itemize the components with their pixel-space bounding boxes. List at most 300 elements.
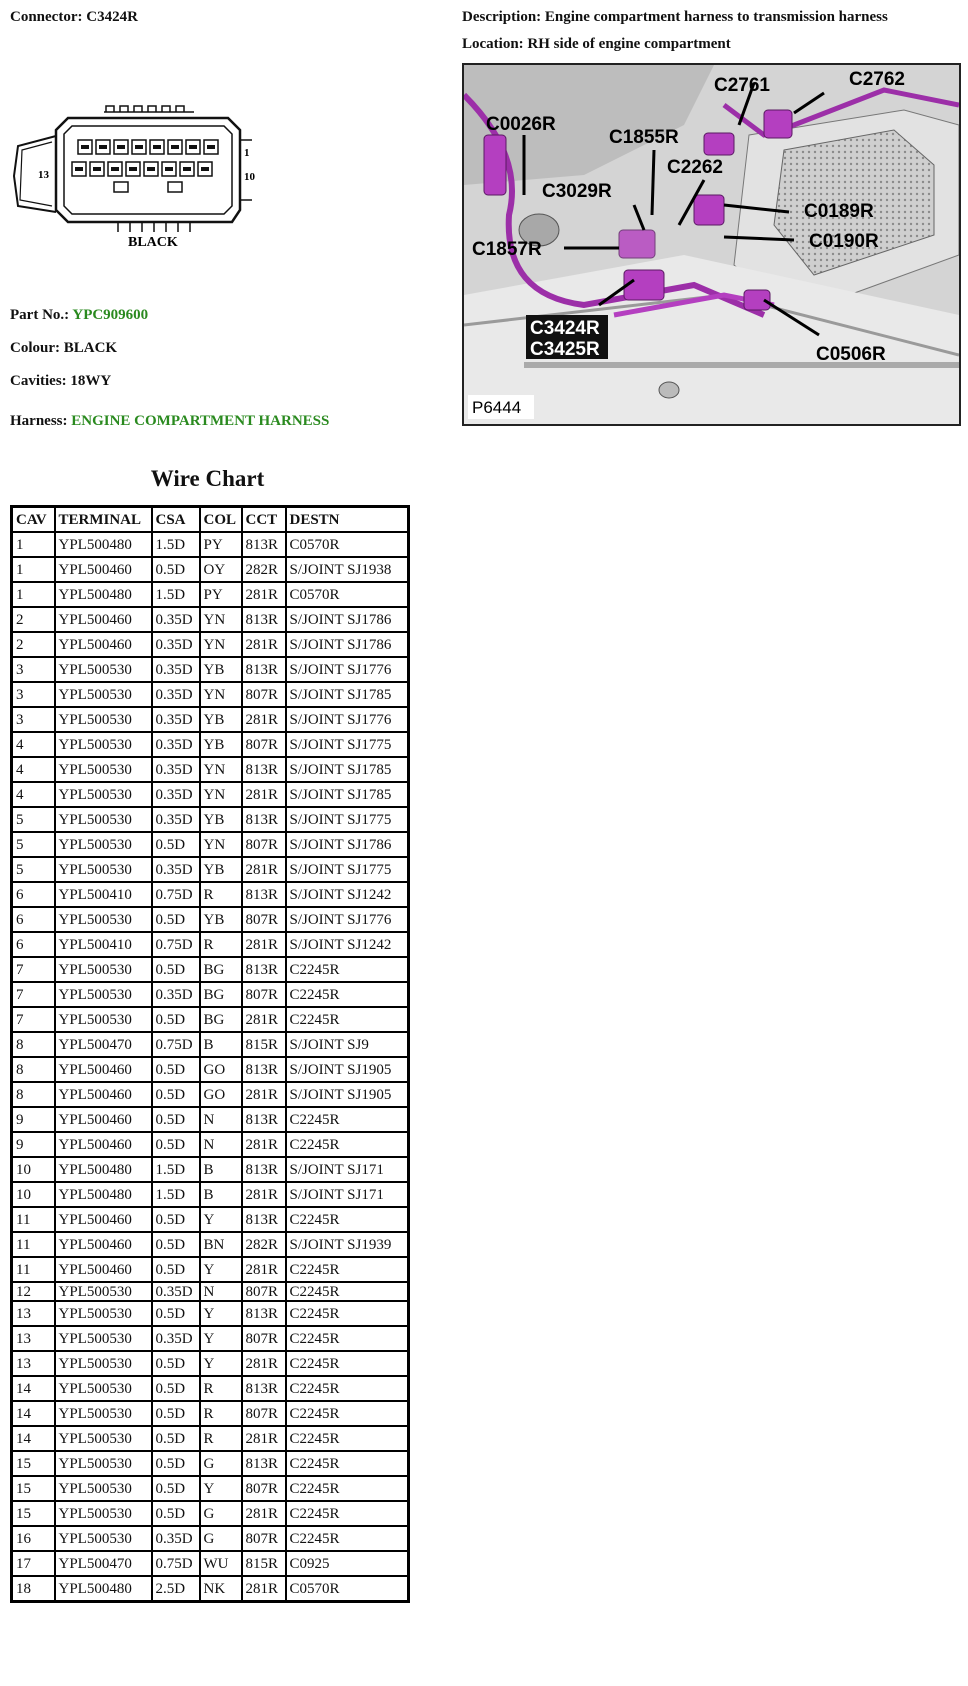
cell-col: GO [200, 1057, 242, 1082]
cell-destn: S/JOINT SJ1939 [286, 1232, 409, 1257]
location-label: Location: [462, 36, 524, 52]
cell-terminal: YPL500410 [55, 882, 152, 907]
cell-destn: C2245R [286, 1351, 409, 1376]
cell-csa: 0.75D [152, 932, 200, 957]
cell-destn: C2245R [286, 1401, 409, 1426]
cell-terminal: YPL500530 [55, 757, 152, 782]
table-row [12, 1551, 409, 1576]
cell-terminal: YPL500530 [55, 682, 152, 707]
description-value: Engine compartment harness to transmission harness [544, 9, 888, 25]
cell-destn: C2245R [286, 1426, 409, 1451]
cell-csa: 0.5D [152, 1107, 200, 1132]
table-row [12, 957, 409, 982]
diagram-color-label: BLACK [128, 235, 178, 250]
cell-terminal: YPL500460 [55, 557, 152, 582]
cell-terminal: YPL500480 [55, 1157, 152, 1182]
cell-destn: C2245R [286, 1451, 409, 1476]
cell-col: B [200, 1182, 242, 1207]
cell-cav: 13 [12, 1301, 55, 1326]
cell-destn: S/JOINT SJ1242 [286, 932, 409, 957]
cell-cct: 807R [242, 832, 286, 857]
location-line [462, 36, 731, 53]
cell-col: YN [200, 632, 242, 657]
cell-destn: C2245R [286, 1207, 409, 1232]
cell-cct: 813R [242, 1057, 286, 1082]
header-cav: CAV [12, 507, 55, 533]
table-row [12, 982, 409, 1007]
cell-terminal: YPL500530 [55, 1476, 152, 1501]
callout-c2761: C2761 [714, 75, 770, 96]
colour-line [10, 340, 117, 357]
cell-cct: 281R [242, 782, 286, 807]
table-row [12, 1007, 409, 1032]
cell-col: R [200, 1401, 242, 1426]
table-row [12, 657, 409, 682]
cell-destn: C2245R [286, 1501, 409, 1526]
cell-cct: 813R [242, 1157, 286, 1182]
cell-terminal: YPL500530 [55, 1526, 152, 1551]
table-row [12, 1501, 409, 1526]
harness-line [10, 413, 329, 430]
cell-cav: 14 [12, 1401, 55, 1426]
table-row [12, 1282, 409, 1301]
cell-col: PY [200, 532, 242, 557]
cell-col: YN [200, 682, 242, 707]
table-row [12, 1132, 409, 1157]
cell-cav: 9 [12, 1107, 55, 1132]
cell-cct: 281R [242, 857, 286, 882]
cell-terminal: YPL500480 [55, 1182, 152, 1207]
cell-col: PY [200, 582, 242, 607]
table-row [12, 1082, 409, 1107]
cell-terminal: YPL500530 [55, 657, 152, 682]
cell-destn: S/JOINT SJ171 [286, 1157, 409, 1182]
cell-cct: 281R [242, 1576, 286, 1602]
connector-label: Connector: [10, 9, 83, 25]
table-row [12, 1157, 409, 1182]
cell-cct: 282R [242, 557, 286, 582]
cell-destn: C2245R [286, 1107, 409, 1132]
cell-terminal: YPL500480 [55, 1576, 152, 1602]
cell-destn: C2245R [286, 1007, 409, 1032]
cell-csa: 0.35D [152, 1282, 200, 1301]
table-row [12, 632, 409, 657]
wire-chart-body [12, 532, 409, 1602]
cell-col: Y [200, 1476, 242, 1501]
description-line [462, 9, 888, 26]
cell-cct: 813R [242, 757, 286, 782]
cell-col: G [200, 1451, 242, 1476]
cell-col: R [200, 882, 242, 907]
cell-destn: S/JOINT SJ171 [286, 1182, 409, 1207]
cell-terminal: YPL500460 [55, 607, 152, 632]
cell-col: N [200, 1107, 242, 1132]
cell-destn: C0570R [286, 1576, 409, 1602]
cell-terminal: YPL500530 [55, 1426, 152, 1451]
cell-cav: 1 [12, 582, 55, 607]
cell-cav: 3 [12, 682, 55, 707]
cell-cct: 813R [242, 1376, 286, 1401]
callout-c3029r: C3029R [542, 181, 612, 202]
cell-col: YB [200, 657, 242, 682]
cell-terminal: YPL500480 [55, 582, 152, 607]
table-row [12, 1351, 409, 1376]
cell-cav: 8 [12, 1057, 55, 1082]
cell-terminal: YPL500530 [55, 982, 152, 1007]
cell-cav: 3 [12, 707, 55, 732]
cell-terminal: YPL500530 [55, 1301, 152, 1326]
cell-terminal: YPL500530 [55, 907, 152, 932]
cell-destn: C2245R [286, 982, 409, 1007]
cell-cav: 8 [12, 1082, 55, 1107]
cell-col: YB [200, 707, 242, 732]
photo-ref: P6444 [472, 398, 522, 417]
cell-terminal: YPL500530 [55, 732, 152, 757]
table-row [12, 807, 409, 832]
cell-col: YB [200, 907, 242, 932]
callout-c0026r: C0026R [486, 114, 556, 135]
cell-terminal: YPL500530 [55, 1451, 152, 1476]
cell-cct: 813R [242, 882, 286, 907]
cell-cct: 282R [242, 1232, 286, 1257]
table-row [12, 1476, 409, 1501]
callout-c3425r: C3425R [530, 339, 600, 360]
cell-col: YN [200, 607, 242, 632]
cell-csa: 0.5D [152, 1501, 200, 1526]
cavities-label: Cavities: [10, 373, 67, 389]
cell-terminal: YPL500470 [55, 1032, 152, 1057]
cell-col: B [200, 1157, 242, 1182]
cell-csa: 0.5D [152, 1082, 200, 1107]
cell-cav: 13 [12, 1351, 55, 1376]
cell-col: BG [200, 957, 242, 982]
cell-cav: 4 [12, 732, 55, 757]
cell-csa: 1.5D [152, 1182, 200, 1207]
pin-number-right-top: 1 [244, 147, 250, 159]
table-row [12, 1207, 409, 1232]
cell-csa: 0.5D [152, 1257, 200, 1282]
cell-csa: 0.35D [152, 657, 200, 682]
cell-terminal: YPL500530 [55, 1376, 152, 1401]
cell-terminal: YPL500530 [55, 857, 152, 882]
table-row [12, 1376, 409, 1401]
cell-col: Y [200, 1326, 242, 1351]
cell-csa: 0.5D [152, 1132, 200, 1157]
cell-destn: S/JOINT SJ1776 [286, 907, 409, 932]
callout-c2262: C2262 [667, 157, 723, 178]
header-terminal: TERMINAL [55, 507, 152, 533]
cell-csa: 0.5D [152, 1301, 200, 1326]
wire-chart-table [10, 505, 410, 1603]
cell-csa: 0.5D [152, 907, 200, 932]
wire-chart-title: Wire Chart [150, 466, 265, 491]
cell-cav: 8 [12, 1032, 55, 1057]
cell-cav: 15 [12, 1476, 55, 1501]
table-row [12, 557, 409, 582]
cell-csa: 0.35D [152, 757, 200, 782]
cell-destn: C2245R [286, 1301, 409, 1326]
table-row [12, 832, 409, 857]
cell-cav: 4 [12, 782, 55, 807]
cell-destn: S/JOINT SJ1786 [286, 607, 409, 632]
cell-terminal: YPL500460 [55, 1057, 152, 1082]
cell-destn: C2245R [286, 1476, 409, 1501]
cell-terminal: YPL500530 [55, 807, 152, 832]
cell-cav: 13 [12, 1326, 55, 1351]
callout-c1857r: C1857R [472, 239, 542, 260]
cell-csa: 2.5D [152, 1576, 200, 1602]
table-row [12, 532, 409, 557]
cell-csa: 0.75D [152, 882, 200, 907]
cell-csa: 1.5D [152, 1157, 200, 1182]
cell-destn: S/JOINT SJ1775 [286, 857, 409, 882]
cell-terminal: YPL500530 [55, 1326, 152, 1351]
cell-cav: 6 [12, 932, 55, 957]
cell-cct: 281R [242, 582, 286, 607]
part-no-value: YPC909600 [72, 307, 149, 323]
cell-terminal: YPL500460 [55, 1257, 152, 1282]
cell-cct: 281R [242, 632, 286, 657]
cell-csa: 0.35D [152, 632, 200, 657]
cell-col: YN [200, 757, 242, 782]
callout-c2762: C2762 [849, 69, 905, 90]
cell-col: R [200, 1426, 242, 1451]
cell-cav: 2 [12, 607, 55, 632]
cell-csa: 0.35D [152, 732, 200, 757]
table-row [12, 932, 409, 957]
cell-destn: S/JOINT SJ1905 [286, 1082, 409, 1107]
cell-cct: 281R [242, 1007, 286, 1032]
cell-cct: 807R [242, 1326, 286, 1351]
part-no-label: Part No.: [10, 307, 70, 323]
cell-cav: 10 [12, 1182, 55, 1207]
cell-cav: 12 [12, 1282, 55, 1301]
cell-destn: C2245R [286, 1132, 409, 1157]
cell-cct: 281R [242, 1501, 286, 1526]
cell-col: G [200, 1526, 242, 1551]
cell-col: R [200, 932, 242, 957]
cell-cct: 813R [242, 607, 286, 632]
cell-cct: 281R [242, 1182, 286, 1207]
cell-destn: C2245R [286, 1257, 409, 1282]
harness-label: Harness: [10, 413, 68, 429]
cell-col: YB [200, 857, 242, 882]
cell-cct: 807R [242, 1401, 286, 1426]
cell-cav: 4 [12, 757, 55, 782]
table-row [12, 1107, 409, 1132]
cell-csa: 0.5D [152, 1426, 200, 1451]
header-destn: DESTN [286, 507, 409, 533]
table-row [12, 582, 409, 607]
header-cct: CCT [242, 507, 286, 533]
table-row [12, 1401, 409, 1426]
cell-cct: 807R [242, 682, 286, 707]
cell-destn: S/JOINT SJ1785 [286, 682, 409, 707]
cell-terminal: YPL500530 [55, 707, 152, 732]
cell-destn: C2245R [286, 1376, 409, 1401]
cell-cav: 16 [12, 1526, 55, 1551]
cell-terminal: YPL500530 [55, 782, 152, 807]
cell-col: WU [200, 1551, 242, 1576]
cell-cct: 281R [242, 1132, 286, 1157]
cell-col: YN [200, 782, 242, 807]
table-row [12, 1257, 409, 1282]
cell-destn: S/JOINT SJ1775 [286, 807, 409, 832]
cell-destn: C0570R [286, 532, 409, 557]
cell-cct: 281R [242, 707, 286, 732]
cell-cct: 807R [242, 982, 286, 1007]
table-row [12, 1032, 409, 1057]
cell-csa: 0.35D [152, 782, 200, 807]
table-row [12, 682, 409, 707]
cell-destn: C2245R [286, 1326, 409, 1351]
cell-terminal: YPL500460 [55, 632, 152, 657]
colour-value: BLACK [63, 340, 118, 356]
cell-csa: 0.5D [152, 1007, 200, 1032]
cell-csa: 0.35D [152, 607, 200, 632]
cell-cav: 6 [12, 882, 55, 907]
cell-destn: S/JOINT SJ1786 [286, 632, 409, 657]
cell-col: R [200, 1376, 242, 1401]
connector-value: C3424R [86, 9, 138, 25]
part-no-line [10, 307, 148, 324]
cell-cct: 813R [242, 657, 286, 682]
cell-terminal: YPL500460 [55, 1232, 152, 1257]
cell-cav: 15 [12, 1501, 55, 1526]
cell-col: Y [200, 1207, 242, 1232]
table-row [12, 1301, 409, 1326]
cell-cct: 807R [242, 732, 286, 757]
table-row [12, 782, 409, 807]
cell-col: YN [200, 832, 242, 857]
table-row [12, 607, 409, 632]
table-row [12, 1232, 409, 1257]
cell-cct: 813R [242, 957, 286, 982]
location-photo [462, 63, 961, 426]
cell-csa: 0.5D [152, 1451, 200, 1476]
cell-destn: S/JOINT SJ1785 [286, 782, 409, 807]
cell-col: BN [200, 1232, 242, 1257]
cell-terminal: YPL500530 [55, 832, 152, 857]
cell-csa: 0.5D [152, 1232, 200, 1257]
cell-cav: 1 [12, 532, 55, 557]
location-value: RH side of engine compartment [527, 36, 731, 52]
cell-csa: 0.5D [152, 1207, 200, 1232]
cell-destn: S/JOINT SJ9 [286, 1032, 409, 1057]
cell-terminal: YPL500530 [55, 1501, 152, 1526]
cell-destn: C0925 [286, 1551, 409, 1576]
cell-terminal: YPL500530 [55, 1282, 152, 1301]
cell-cav: 10 [12, 1157, 55, 1182]
cell-terminal: YPL500470 [55, 1551, 152, 1576]
header-csa: CSA [152, 507, 200, 533]
cell-terminal: YPL500410 [55, 932, 152, 957]
cell-destn: S/JOINT SJ1776 [286, 707, 409, 732]
table-row [12, 1576, 409, 1602]
cell-col: BG [200, 1007, 242, 1032]
cell-csa: 0.35D [152, 1326, 200, 1351]
cell-cav: 2 [12, 632, 55, 657]
cell-destn: S/JOINT SJ1938 [286, 557, 409, 582]
cell-col: BG [200, 982, 242, 1007]
cell-cav: 6 [12, 907, 55, 932]
cell-cct: 807R [242, 1526, 286, 1551]
cell-cct: 813R [242, 807, 286, 832]
cell-cct: 281R [242, 1257, 286, 1282]
cell-cct: 807R [242, 1476, 286, 1501]
cell-cav: 5 [12, 807, 55, 832]
cell-cav: 7 [12, 982, 55, 1007]
cell-col: Y [200, 1301, 242, 1326]
cell-cav: 15 [12, 1451, 55, 1476]
cell-csa: 0.35D [152, 707, 200, 732]
cell-cav: 5 [12, 857, 55, 882]
cell-csa: 0.5D [152, 1351, 200, 1376]
cell-csa: 0.5D [152, 1401, 200, 1426]
cavities-value: 18WY [70, 373, 112, 389]
cell-terminal: YPL500460 [55, 1082, 152, 1107]
callout-c0506r: C0506R [816, 344, 886, 365]
connector-line [10, 9, 138, 26]
cell-cav: 11 [12, 1257, 55, 1282]
cell-csa: 0.35D [152, 807, 200, 832]
cell-col: NK [200, 1576, 242, 1602]
cell-destn: S/JOINT SJ1242 [286, 882, 409, 907]
cell-cct: 807R [242, 907, 286, 932]
table-row [12, 1526, 409, 1551]
cell-cct: 813R [242, 532, 286, 557]
cell-csa: 0.5D [152, 832, 200, 857]
cell-csa: 0.35D [152, 857, 200, 882]
callout-c1855r: C1855R [609, 127, 679, 148]
cell-terminal: YPL500460 [55, 1132, 152, 1157]
pin-number-right: 10 [244, 171, 255, 183]
header-col: COL [200, 507, 242, 533]
pin-number-left: 13 [38, 169, 49, 181]
cell-col: G [200, 1501, 242, 1526]
cell-cav: 7 [12, 957, 55, 982]
cell-col: YB [200, 732, 242, 757]
cell-cct: 813R [242, 1107, 286, 1132]
cell-cav: 17 [12, 1551, 55, 1576]
table-row [12, 1057, 409, 1082]
table-row [12, 1451, 409, 1476]
table-row [12, 1182, 409, 1207]
cell-destn: S/JOINT SJ1775 [286, 732, 409, 757]
cell-cct: 813R [242, 1207, 286, 1232]
cell-cav: 14 [12, 1376, 55, 1401]
table-row [12, 857, 409, 882]
table-row [12, 882, 409, 907]
cell-col: N [200, 1132, 242, 1157]
cell-terminal: YPL500480 [55, 532, 152, 557]
cell-csa: 0.75D [152, 1551, 200, 1576]
colour-label: Colour: [10, 340, 60, 356]
cell-cct: 815R [242, 1551, 286, 1576]
cell-terminal: YPL500530 [55, 1007, 152, 1032]
table-row [12, 1426, 409, 1451]
cell-csa: 0.35D [152, 1526, 200, 1551]
cell-cav: 14 [12, 1426, 55, 1451]
cell-destn: C0570R [286, 582, 409, 607]
cell-destn: S/JOINT SJ1786 [286, 832, 409, 857]
cell-col: GO [200, 1082, 242, 1107]
cell-cct: 813R [242, 1451, 286, 1476]
cell-col: Y [200, 1351, 242, 1376]
cell-cav: 7 [12, 1007, 55, 1032]
table-row [12, 1326, 409, 1351]
cell-csa: 0.5D [152, 1376, 200, 1401]
